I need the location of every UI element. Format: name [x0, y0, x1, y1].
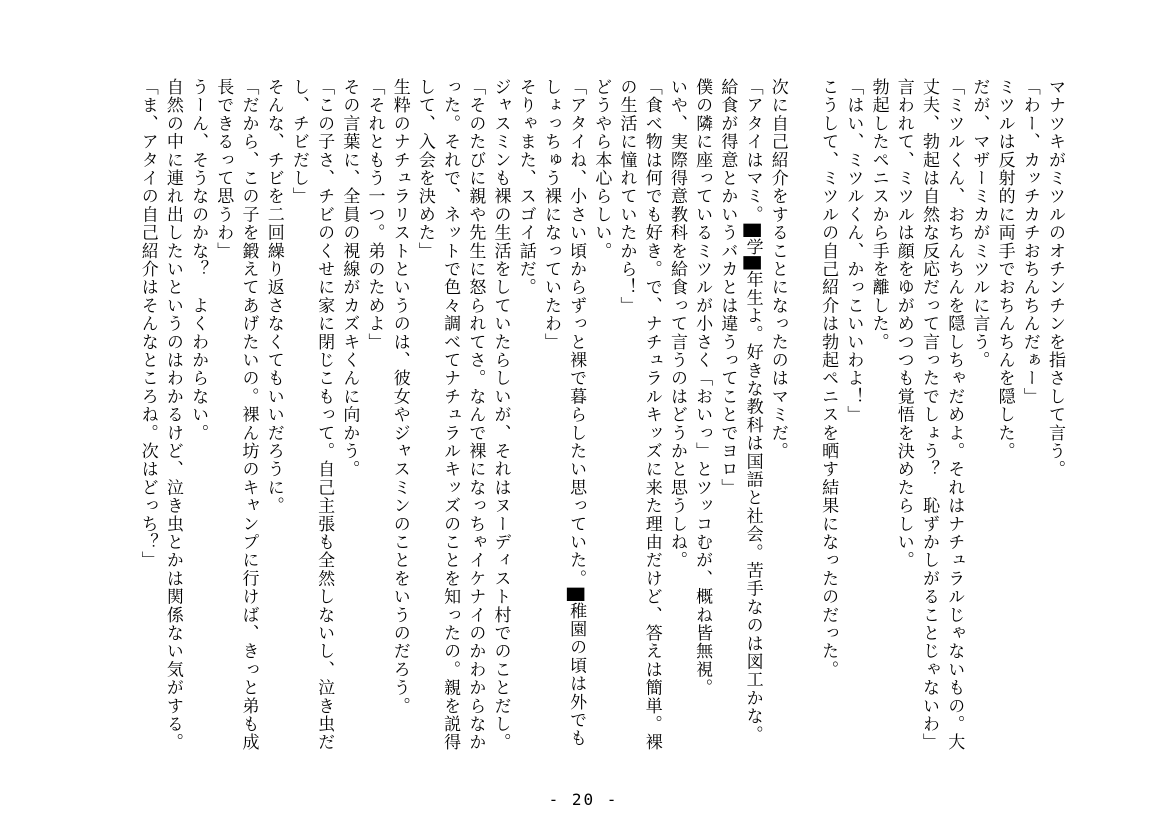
text-line: の生活に憧れていたから！」	[616, 78, 637, 315]
text-line: そりゃまた、スゴイ話だ。	[515, 78, 536, 297]
text-line: 給食が得意とかいうバカとは違うってことでヨロ」	[717, 78, 738, 497]
text-line: マナツキがミツルのオチンチンを指さして言う。	[1045, 78, 1065, 479]
vertical-text-body	[134, 78, 1067, 758]
text-line: 自然の中に連れ出したいというのはわかるけど、泣き虫とかは関係ない気がする。	[162, 78, 183, 752]
text-line: 言われて、ミツルは顔をゆがめつつも覚悟を決めたらしい。	[893, 78, 914, 570]
text-line: ジャスミンも裸の生活をしていたらしいが、それはヌーディスト村でのことだし。	[490, 78, 511, 752]
text-line: 「アタイね、小さい頃からずっと裸で暮らしたい思っていた。▇稚園の頃は外でも	[566, 78, 587, 748]
text-line: 「この子さ、チビのくせに家に閉じこもって。自己主張も全然しないし、泣き虫だ	[314, 78, 335, 752]
text-line: して、入会を決めた」	[414, 78, 435, 260]
text-line: 「食べ物は何でも好き。で、ナチュラルキッズに来た理由だけど、答えは簡単。裸	[641, 78, 662, 752]
text-line: 「アタイはマミ。▇学▇年生よ。好きな教科は国語と社会。苦手なのは図工かな。	[742, 78, 763, 744]
blank-line	[790, 78, 815, 758]
text-line: うーん、そうなのかな？ よくわからない。	[188, 78, 209, 442]
text-line: そんな、チビを二回繰り返さなくてもいいだろうに。	[263, 78, 284, 515]
text-line: 「だから、この子を鍛えてあげたいの。裸ん坊のキャンプに行けば、きっと弟も成	[238, 78, 259, 752]
text-line: しょっちゅう裸になっていたわ」	[540, 78, 561, 351]
text-line: こうして、ミツルの自己紹介は勃起ペニスを晒す結果になったのだった。	[818, 78, 839, 679]
text-line: 生粋のナチュラリストというのは、彼女やジャスミンのことをいうのだろう。	[389, 78, 410, 715]
text-line: 「それともう一つ。弟のためよ」	[364, 78, 385, 351]
text-line: 僕の隣に座っているミツルが小さく「おいっ」とツッコむが、概ね皆無視。	[692, 78, 713, 697]
text-line: どうやら本心らしい。	[591, 78, 612, 260]
text-line: 次に自己紹介をすることになったのはマミだ。	[767, 78, 788, 461]
text-line: 「わー、カッチカチおちんちんだぁー」	[1019, 78, 1040, 406]
text-line: 「はい、ミツルくん、かっこいいわよ！」	[843, 78, 864, 424]
text-line: だが、マザーミカがミツルに言う。	[969, 78, 990, 370]
text-line: 「ミツルくん、おちんちんを隠しちゃだめよ。それはナチュラルじゃないもの。大	[944, 78, 965, 752]
text-line: いや、実際得意教科を給食って言うのはどうかと思うしね。	[666, 78, 687, 570]
text-line: 丈夫、勃起は自然な反応だって言ったでしょう？ 恥ずかしがることじゃないわ」	[918, 78, 939, 752]
text-line: った。それで、ネットで色々調べてナチュラルキッズのことを知ったの。親を説得	[440, 78, 461, 752]
text-line: し、チビだし」	[288, 78, 309, 206]
text-line: 「ま、アタイの自己紹介はそんなところね。次はどっち？」	[137, 78, 158, 570]
text-line: 勃起したペニスから手を離した。	[868, 78, 889, 351]
text-line: ミツルは反射的に両手でおちんちんを隠した。	[994, 78, 1015, 461]
text-line: その言葉に、全員の視線がカズキくんに向かう。	[339, 78, 360, 479]
page-number: - 20 -	[548, 790, 619, 809]
text-line: 長できるって思うわ」	[213, 78, 234, 260]
text-line: 「そのたびに親や先生に怒られてさ。なんで裸になっちゃイケナイのかわからなか	[465, 78, 486, 752]
